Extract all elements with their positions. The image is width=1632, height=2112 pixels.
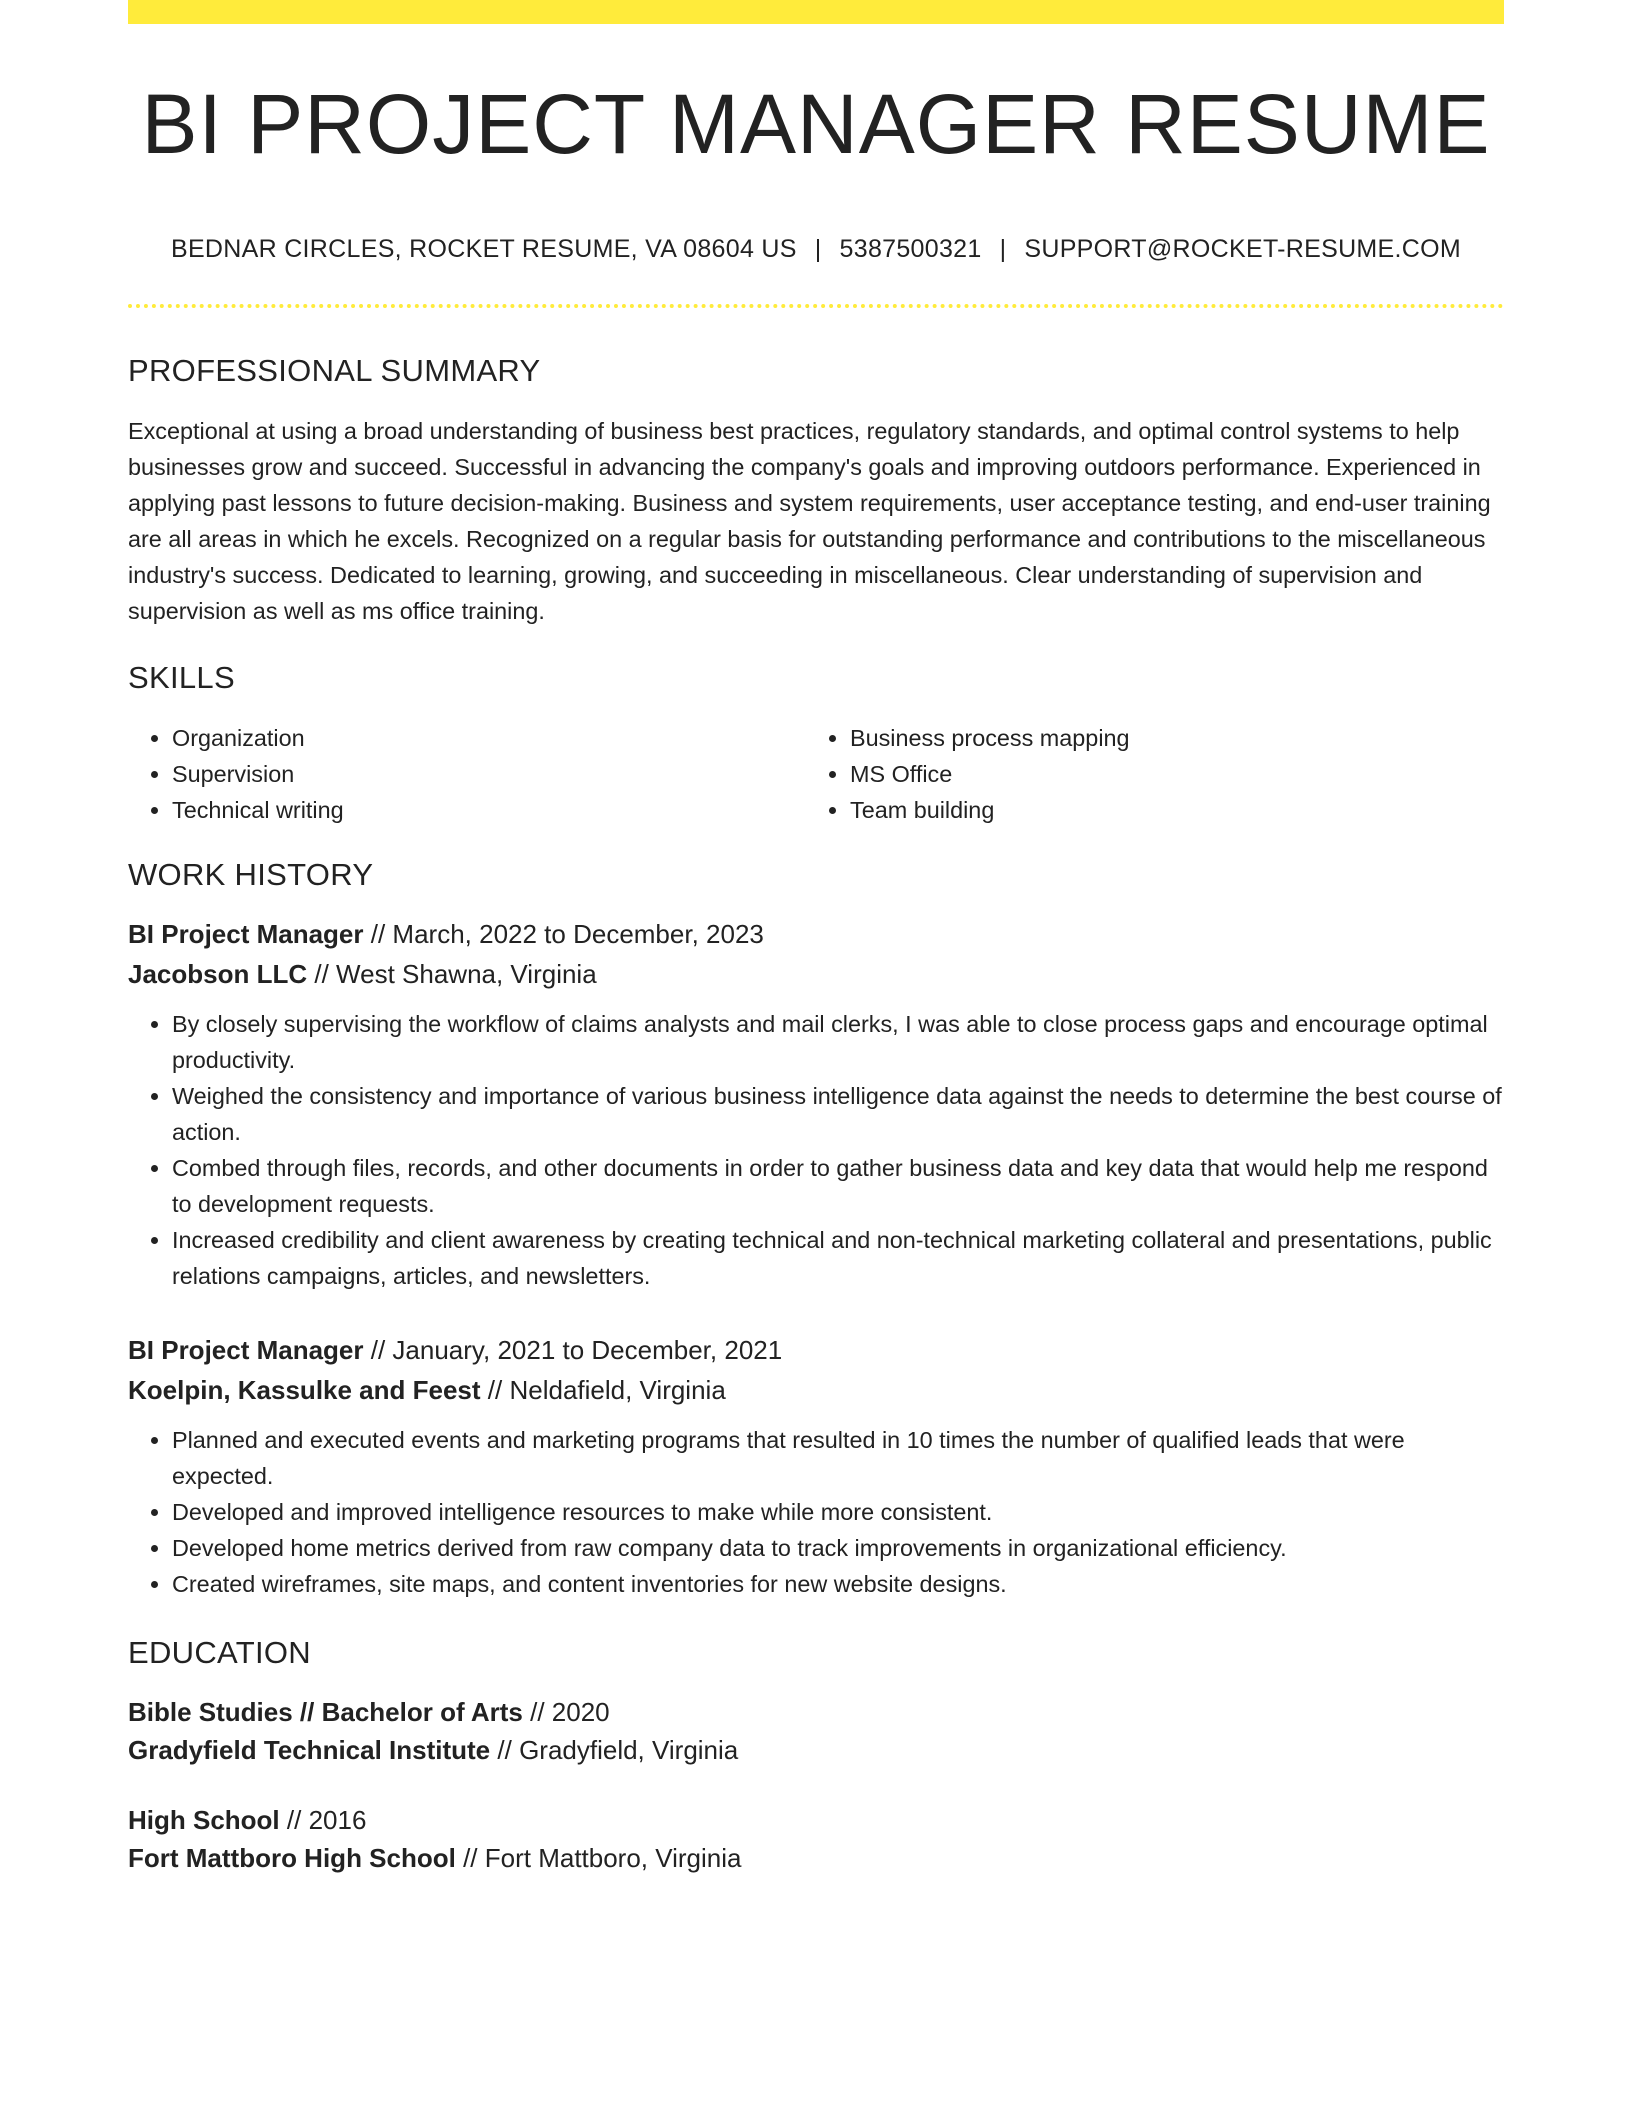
job-bullet: • Weighed the consistency and importance of various business intelligence data against the needs to determine the best course of action.	[172, 1078, 1504, 1150]
school-name: Gradyfield Technical Institute	[128, 1734, 491, 1765]
divider: //	[522, 1696, 552, 1727]
address: BEDNAR CIRCLES, ROCKET RESUME, VA 08604 US	[170, 235, 797, 263]
school-location: Fort Mattboro, Virginia	[484, 1842, 742, 1873]
skill-item: • MS Office	[850, 756, 1484, 792]
contact-separator: |	[814, 235, 822, 263]
resume-title: BI PROJECT MANAGER RESUME	[141, 77, 1491, 171]
school-line	[128, 1839, 1504, 1877]
education-entry	[128, 1693, 1504, 1769]
top-accent-bar	[128, 0, 1504, 24]
skill-item: • Team building	[850, 792, 1484, 828]
degree-line	[128, 1693, 1504, 1731]
skills-heading: SKILLS	[128, 660, 235, 696]
divider: //	[307, 958, 337, 989]
education-heading: EDUCATION	[128, 1634, 311, 1670]
job-entry	[128, 914, 1504, 1294]
job-bullet: • Planned and executed events and marketing programs that resulted in 10 times the number of qualified leads that were expected.	[172, 1422, 1504, 1494]
job-bullet: • Created wireframes, site maps, and content inventories for new website designs.	[172, 1566, 1504, 1602]
dotted-divider	[128, 304, 1504, 308]
school-location: Gradyfield, Virginia	[519, 1734, 739, 1765]
contact-line	[128, 234, 1504, 264]
contact-separator: |	[999, 235, 1007, 263]
degree: High School	[128, 1804, 280, 1835]
education-entry	[128, 1801, 1504, 1877]
divider: //	[455, 1842, 485, 1873]
divider: //	[363, 918, 393, 949]
job-bullet: • Increased credibility and client awareness by creating technical and non-technical marketing collateral and presentations, public relations campaigns, articles, and newsletters.	[172, 1222, 1504, 1294]
degree: Bible Studies // Bachelor of Arts	[128, 1696, 523, 1727]
job-bullet: • By closely supervising the workflow of claims analysts and mail clerks, I was able to close process gaps and encourage optimal productivity.	[172, 1006, 1504, 1078]
job-bullets	[128, 1422, 1504, 1602]
skill-item: • Supervision	[172, 756, 806, 792]
divider: //	[490, 1734, 520, 1765]
job-entry	[128, 1330, 1504, 1602]
skill-item: • Business process mapping	[850, 720, 1484, 756]
job-bullets	[128, 1006, 1504, 1294]
skill-item: • Technical writing	[172, 792, 806, 828]
skills-list	[128, 720, 1504, 828]
divider: //	[363, 1334, 393, 1365]
summary-heading: PROFESSIONAL SUMMARY	[128, 353, 541, 388]
work-history-heading: WORK HISTORY	[128, 857, 374, 893]
company-line	[128, 1370, 1504, 1410]
summary-text: Exceptional at using a broad understanding of business best practices, regulatory standards, and optimal control systems to help businesses grow and succeed. Successful in advancing the company's goals and improving outdoors performance. Experienced in applying past lessons to future decision-making. Business and system requirements, user acceptance testing, and end-user training are all areas in which he excels. Recognized on a regular basis for outstanding performance and contributions to the miscellaneous industry's success. Dedicated to learning, growing, and succeeding in miscellaneous. Clear understanding of supervision and supervision as well as ms office training.	[128, 418, 1491, 625]
email: SUPPORT@ROCKET-RESUME.COM	[1024, 235, 1462, 263]
school-line	[128, 1731, 1504, 1769]
resume-page	[128, 0, 1504, 1877]
degree-line	[128, 1801, 1504, 1839]
company-name: Jacobson LLC	[128, 958, 308, 989]
skills-column-left	[128, 720, 806, 828]
job-location: West Shawna, Virginia	[336, 958, 597, 989]
school-name: Fort Mattboro High School	[128, 1842, 456, 1873]
job-dates: March, 2022 to December, 2023	[392, 918, 764, 949]
phone: 5387500321	[839, 235, 982, 263]
job-title: BI Project Manager	[128, 918, 364, 949]
job-location: Neldafield, Virginia	[509, 1374, 726, 1405]
divider: //	[480, 1374, 510, 1405]
job-title: BI Project Manager	[128, 1334, 364, 1365]
grad-year: 2016	[308, 1804, 367, 1835]
company-line	[128, 954, 1504, 994]
company-name: Koelpin, Kassulke and Feest	[128, 1374, 481, 1405]
job-title-line	[128, 914, 1504, 954]
job-bullet: • Combed through files, records, and other documents in order to gather business data and key data that would help me respond to development requests.	[172, 1150, 1504, 1222]
skills-column-right	[806, 720, 1484, 828]
grad-year: 2020	[551, 1696, 610, 1727]
skill-item: • Organization	[172, 720, 806, 756]
job-dates: January, 2021 to December, 2021	[392, 1334, 783, 1365]
job-bullet: • Developed and improved intelligence resources to make while more consistent.	[172, 1494, 1504, 1530]
divider: //	[279, 1804, 309, 1835]
job-bullet: • Developed home metrics derived from raw company data to track improvements in organizational efficiency.	[172, 1530, 1504, 1566]
job-title-line	[128, 1330, 1504, 1370]
